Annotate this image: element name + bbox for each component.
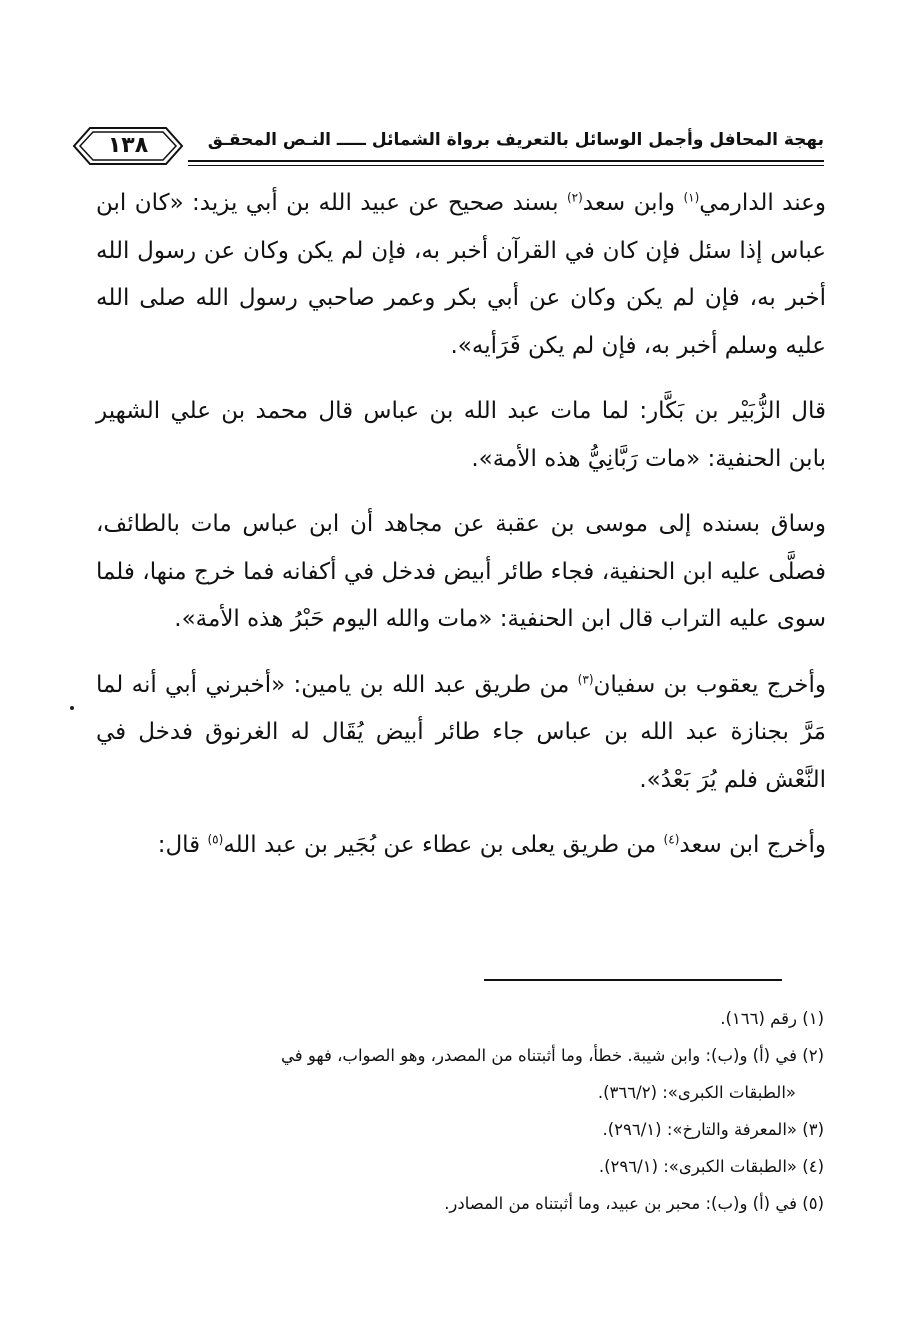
paragraph	[96, 662, 826, 805]
paragraph-text: وعند الدارمي	[699, 190, 826, 216]
paragraph-text: من طريق عبد الله بن يامين: «أخبرني أبي أنه لما مَرَّ بجنازة عبد الله بن عباس جاء طائر أبيض يُقَال له الغرنوق فدخل في النَّعْش فلم يُرَ بَعْدُ».	[96, 671, 826, 793]
page-header	[72, 122, 824, 172]
paragraph	[96, 180, 826, 370]
footnote	[90, 1148, 824, 1185]
page-number: ١٣٨	[107, 133, 149, 158]
footnote-reference: (١)	[683, 190, 700, 205]
paragraph-text: وأخرج يعقوب بن سفيان	[593, 671, 826, 698]
running-title: بهجة المحافل وأجمل الوسائل بالتعريف برواة الشمائل ـــــ النـص المحقـق	[207, 130, 824, 150]
footnote-text: (٢) في (أ) و(ب): وابن شيبة. خطأ، وما أثبتناه من المصدر، وهو الصواب، فهو في	[280, 1046, 824, 1065]
footnote-text: (١) رقم (١٦٦).	[720, 1009, 824, 1028]
footnote-reference: (٣)	[577, 671, 594, 686]
paragraph-text: بسند صحيح عن عبيد الله بن أبي يزيد: «كان ابن عباس إذا سئل فإن كان في القرآن أخبر به، فإن لم يكن وكان عن رسول الله أخبر به، فإن لم يكن وكان عن أبي بكر وعمر صاحبي رسول الله صلى الله عليه وسلم أخبر به، فإن لم يكن فَرَأيه».	[96, 190, 826, 359]
paragraph	[96, 501, 826, 644]
footnotes	[90, 1000, 824, 1222]
paragraph-text: وساق بسنده إلى موسى بن عقبة عن مجاهد أن ابن عباس مات بالطائف، فصلَّى عليه ابن الحنفية، فجاء طائر أبيض فدخل في أكفانه فما خرج منها، فلما سوى عليه التراب قال ابن الحنفية: «مات والله اليوم حَبْرُ هذه الأمة».	[96, 511, 826, 632]
footnote-text: (٥) في (أ) و(ب): محبر بن عبيد، وما أثبتناه من المصادر.	[444, 1194, 824, 1213]
footnote	[90, 1185, 824, 1222]
footnote	[90, 1111, 824, 1148]
paragraph	[96, 822, 826, 870]
footnote-separator	[484, 979, 782, 981]
header-rule	[188, 160, 824, 162]
footnote-text: (٤) «الطبقات الكبرى»: (٢٩٦/١).	[598, 1157, 824, 1176]
footnote-reference: (٢)	[566, 190, 583, 205]
page-number-badge	[72, 124, 184, 168]
footnote-text: (٣) «المعرفة والتارخ»: (٢٩٦/١).	[602, 1120, 824, 1139]
paragraph-text: قال:	[157, 832, 208, 858]
main-text	[96, 180, 826, 870]
paragraph-text: وابن سعد	[582, 190, 684, 216]
scan-speck	[70, 706, 74, 710]
footnote-reference: (٥)	[207, 832, 224, 847]
paragraph	[96, 388, 826, 483]
footnote	[90, 1000, 824, 1037]
paragraph-text: وأخرج ابن سعد	[679, 832, 826, 858]
header-rule-thin	[188, 165, 824, 166]
footnote-continuation: «الطبقات الكبرى»: (٣٦٦/٢).	[597, 1083, 796, 1102]
footnote-reference: (٤)	[663, 832, 680, 847]
paragraph-text: من طريق يعلى بن عطاء عن بُجَير بن عبد الله	[223, 832, 664, 858]
paragraph-text: قال الزُّبَيْر بن بَكَّار: لما مات عبد الله بن عباس قال محمد بن علي الشهير بابن الحنفية: «مات رَبَّانِيُّ هذه الأمة».	[96, 398, 826, 472]
footnote	[90, 1037, 824, 1111]
